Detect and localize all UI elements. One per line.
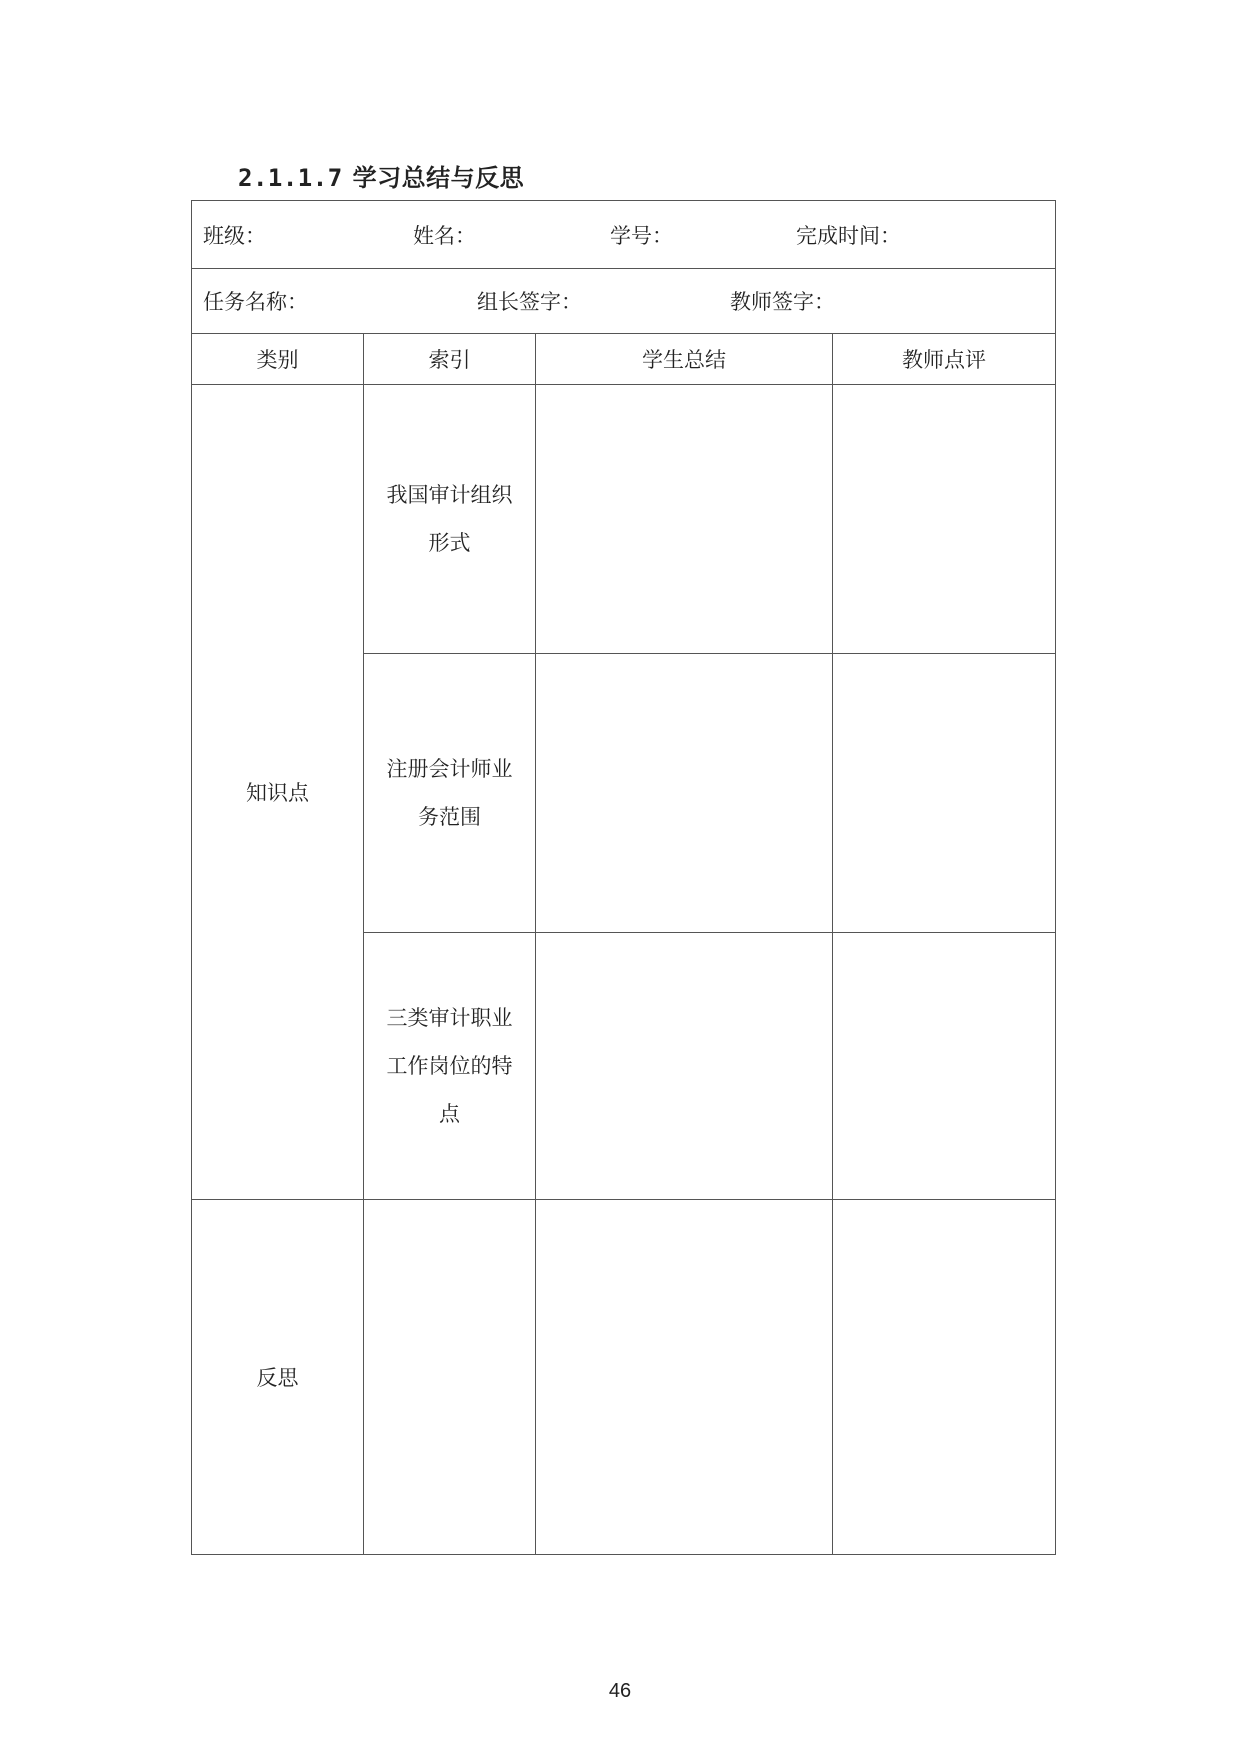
info-row-task — [192, 269, 1056, 334]
header-row — [192, 334, 1056, 385]
index-line: 三类审计职业 — [386, 1006, 513, 1030]
info-cell-student — [192, 201, 1056, 269]
class-label: 班级： — [203, 223, 266, 248]
index-line: 工作岗位的特 — [386, 1054, 513, 1078]
page-number: 46 — [608, 1680, 632, 1702]
section-number: 2.1.1.7 — [238, 164, 343, 192]
header-teacher-comment: 教师点评 — [833, 334, 1056, 385]
index-cell-3 — [364, 933, 536, 1200]
category-knowledge: 知识点 — [192, 385, 364, 1200]
student-summary-cell[interactable] — [536, 385, 833, 654]
index-line: 点 — [439, 1102, 460, 1126]
teacher-comment-cell[interactable] — [833, 654, 1056, 933]
reflection-row — [192, 1200, 1056, 1555]
index-cell-1 — [364, 385, 536, 654]
student-summary-cell[interactable] — [536, 654, 833, 933]
index-line: 注册会计师业 — [386, 757, 513, 781]
teacher-comment-cell[interactable] — [833, 385, 1056, 654]
info-cell-task — [192, 269, 1056, 334]
reflection-index-cell[interactable] — [364, 1200, 536, 1555]
header-category: 类别 — [192, 334, 364, 385]
header-index: 索引 — [364, 334, 536, 385]
section-title — [238, 158, 524, 193]
student-id-label: 学号： — [610, 223, 673, 248]
section-title-text: 学习总结与反思 — [352, 163, 525, 192]
name-label: 姓名： — [413, 223, 476, 248]
index-line: 我国审计组织 — [386, 483, 513, 507]
header-student-summary: 学生总结 — [536, 334, 833, 385]
summary-form-table — [191, 200, 1056, 1555]
student-summary-cell[interactable] — [536, 1200, 833, 1555]
index-line: 形式 — [428, 531, 471, 555]
info-row-student — [192, 201, 1056, 269]
leader-sign-label: 组长签字： — [477, 290, 582, 314]
index-line: 务范围 — [418, 805, 481, 829]
teacher-sign-label: 教师签字： — [730, 290, 835, 314]
completion-time-label: 完成时间： — [796, 223, 901, 248]
teacher-comment-cell[interactable] — [833, 933, 1056, 1200]
student-summary-cell[interactable] — [536, 933, 833, 1200]
category-reflection: 反思 — [192, 1200, 364, 1555]
index-cell-2 — [364, 654, 536, 933]
knowledge-row-1 — [192, 385, 1056, 654]
teacher-comment-cell[interactable] — [833, 1200, 1056, 1555]
task-name-label: 任务名称： — [203, 290, 308, 314]
